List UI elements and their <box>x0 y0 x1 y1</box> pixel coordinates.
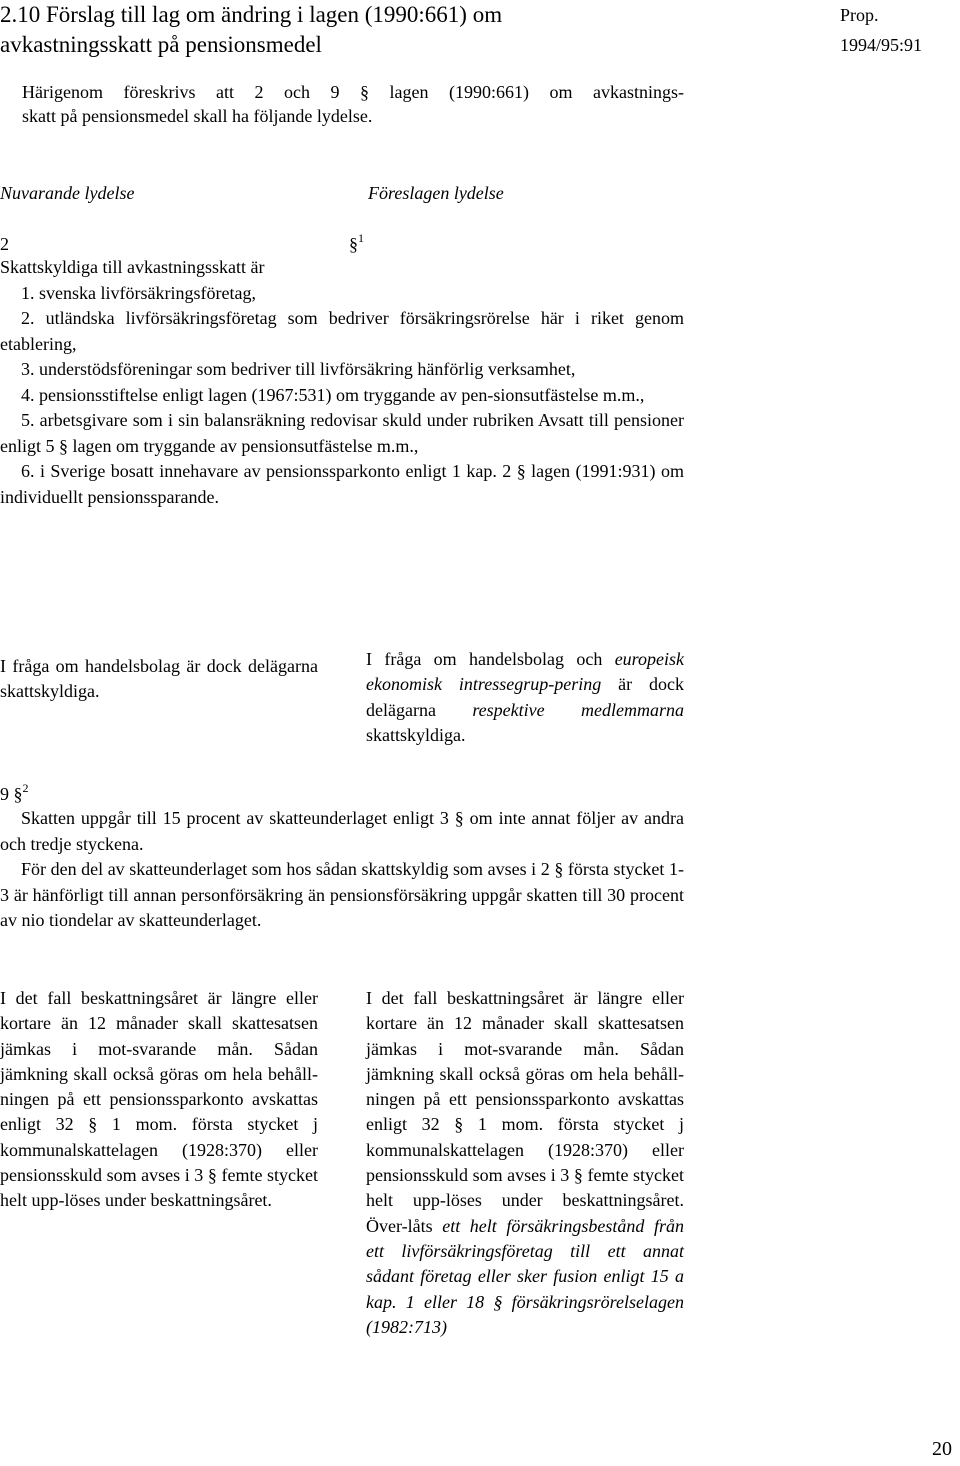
section-2-item-5: 5. arbetsgivare som i sin balansräkning redovisar skuld under rubriken Avsatt till pensioner enligt 5 § lagen om tryggande av pensionsutfästelse m.m., <box>0 410 684 456</box>
section-2-item-6: 6. i Sverige bosatt innehavare av pensionssparkonto enligt 1 kap. 2 § lagen (1991:931) om individuellt pensionssparande. <box>0 461 684 507</box>
section-2-marker <box>349 232 364 256</box>
section-9-paragraph-1: Skatten uppgår till 15 procent av skatteunderlaget enligt 3 § om inte annat följer av andra och tredje styckena. <box>0 808 684 854</box>
proposed-text-part: I fråga om handelsbolag och <box>366 649 603 669</box>
footnote-ref-1: 1 <box>358 231 364 245</box>
proposed-text-amendment: ett helt försäkringsbestånd från ett livförsäkringsföretag till ett annat sådant företag eller sker fusion enligt 15 a kap. 1 eller 18 § försäkringsrörelselagen (1982:713) <box>366 1215 684 1337</box>
section-2-lead: Skattskyldiga till avkastningsskatt är <box>0 257 265 277</box>
section-symbol: § <box>13 784 23 804</box>
section-2-item-2: 2. utländska livförsäkringsföretag som bedriver försäkringsrörelse här i riket genom etablering, <box>0 308 684 354</box>
section-2-item-1: 1. svenska livförsäkringsföretag, <box>21 282 256 303</box>
proposed-text-part: skattskyldiga. <box>366 724 466 745</box>
footnote-ref-2: 2 <box>22 781 29 795</box>
heading-title-line2: avkastningsskatt på pensionsmedel <box>0 32 322 57</box>
section-symbol: § <box>349 234 358 254</box>
section-2-item-3: 3. understödsföreningar som bedriver till livförsäkring hänförlig verksamhet, <box>21 359 576 379</box>
section-2-item-4: 4. pensionsstiftelse enligt lagen (1967:531) om tryggande av pen-sionsutfästelse m.m., <box>21 384 645 405</box>
section-9-proposed-text <box>366 986 684 1340</box>
section-2-number: 2 <box>0 234 9 254</box>
section-2-current-text: I fråga om handelsbolag är dock delägarna skattskyldiga. <box>0 656 318 702</box>
proposed-text-part: är dock delägarna <box>366 674 684 720</box>
prop-reference: Prop. 1994/95:91 <box>840 5 923 55</box>
section-9-body <box>0 806 684 934</box>
section-2-proposed-text <box>366 647 684 748</box>
section-9-paragraph-2: För den del av skatteunderlaget som hos sådan skattskyldig som avses i 2 § första stycket 1-3 är hänförligt till annan personförsäkring än pensionsförsäkring uppgår skatten till 30 procent av nio tiondelar av skatteunderlaget. <box>0 859 684 930</box>
section-9-number: 9 <box>0 784 9 804</box>
page-heading <box>0 0 700 60</box>
intro-line2: skatt på pensionsmedel skall ha följande lydelse. <box>22 106 373 126</box>
section-9-current-text: I det fall beskattningsåret är längre eller kortare än 12 månader skall skattesatsen jämkas i mot-svarande mån. Sådan jämkning skall också göras om hela behåll-ningen på ett pensionssparkonto avskattas enligt 32 § 1 mom. första stycket j kommunalskattelagen (1928:370) eller pensionsskuld som avses i 3 § femte stycket helt upp-löses under beskattningsåret. <box>0 988 318 1211</box>
section-2-body <box>0 255 684 510</box>
intro-paragraph <box>22 80 684 128</box>
intro-line1: Härigenom föreskrivs att 2 och 9 § lagen (1990:661) om avkastnings- <box>22 82 684 102</box>
current-wording-label: Nuvarande lydelse <box>0 183 135 203</box>
proposed-text-amendment: respektive medlemmarna <box>472 699 684 720</box>
proposed-wording-label: Föreslagen lydelse <box>368 183 504 203</box>
proposed-text-amendment: europeisk ekonomisk intressegrup-pering <box>366 649 684 695</box>
heading-title-line1: 2.10 Förslag till lag om ändring i lagen (1990:661) om <box>0 2 503 27</box>
page-number: 20 <box>932 1438 952 1460</box>
proposed-text-part: I det fall beskattningsåret är längre eller kortare än 12 månader skall skattesatsen jämkas i mot-svarande mån. Sådan jämkning skall också göras om hela behåll-ningen på ett pensionssparkonto avskattas enligt 32 § 1 mom. första stycket j kommunalskattelagen (1928:370) eller pensionsskuld som avses i 3 § femte stycket helt upp-löses under beskattningsåret. Över-låts <box>366 988 684 1236</box>
section-9-heading <box>0 782 29 806</box>
